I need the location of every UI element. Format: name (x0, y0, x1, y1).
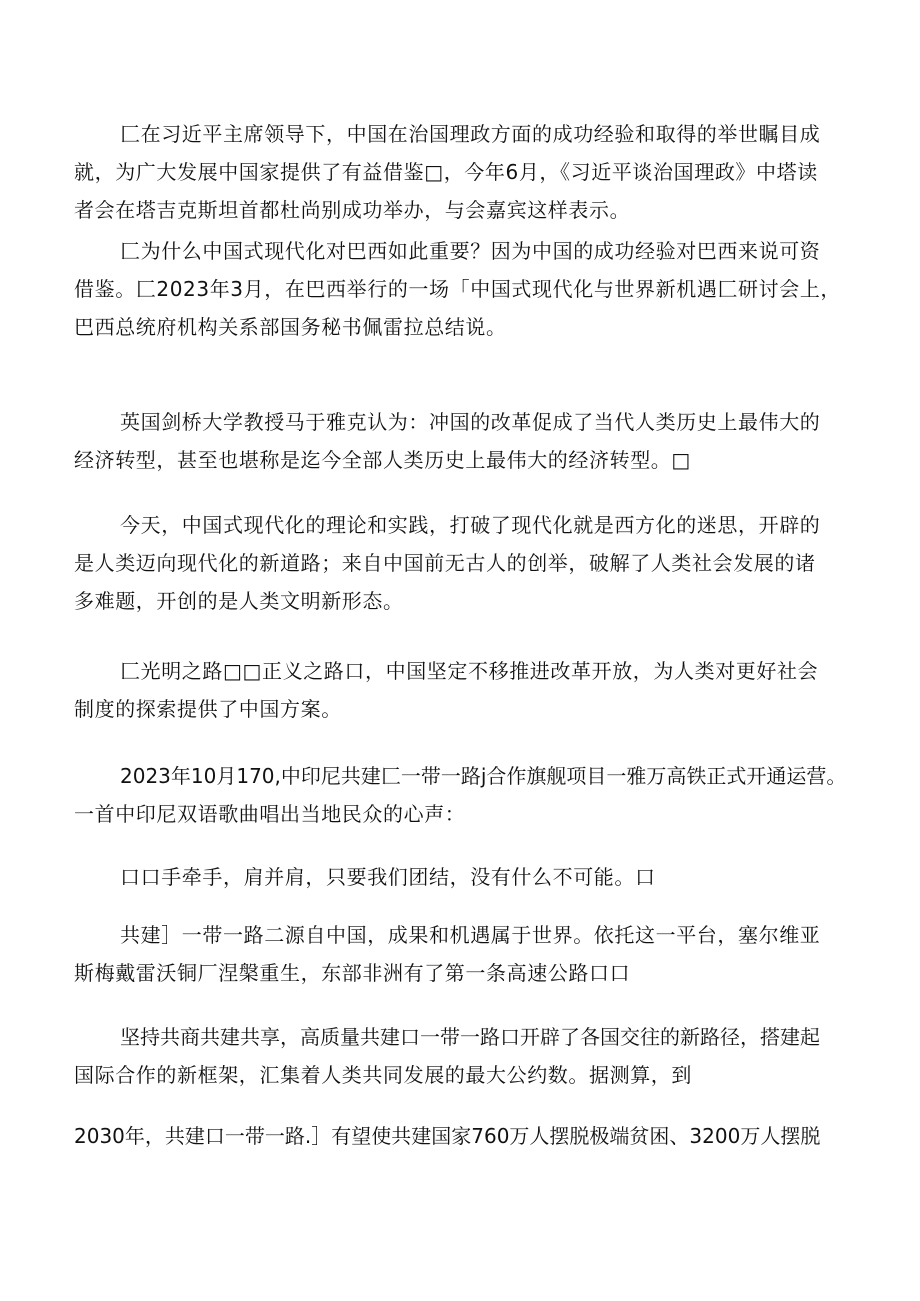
text-line: 匚光明之路□□正义之路口，中国坚定不移推进改革开放，为人类对更好社会 (120, 659, 819, 683)
paragraph-7 (74, 858, 864, 896)
paragraph-6 (74, 757, 864, 833)
paragraph-8 (74, 916, 864, 992)
text-line: 口口手牵手，肩并肩，只要我们团结，没有什么不可能。口 (120, 865, 656, 889)
paragraph-1 (74, 115, 864, 229)
text-line: 国际合作的新框架，汇集着人类共同发展的最大公约数。据测算，到 (74, 1063, 692, 1087)
text-line: 今天，中国式现代化的理论和实践，打破了现代化就是西方化的迷思，开辟的 (120, 513, 821, 537)
text-line: 一首中印尼双语歌曲唱出当地民众的心声： (74, 802, 466, 826)
text-line: 坚持共商共建共享，高质量共建口一带一路口开辟了各国交往的新路径，搭建起 (120, 1025, 820, 1049)
paragraph-3 (74, 403, 864, 479)
text-line: 借鉴。匚2023年3月，在巴西举行的一场「中国式现代化与世界新机遇匚研讨会上， (74, 277, 842, 301)
text-line: 就，为广大发展中国家提供了有益借鉴□，今年6月，《习近平谈治国理政》中塔读 (74, 160, 818, 184)
text-line: 匚在习近平主席领导下，中国在治国理政方面的成功经验和取得的举世瞩目成 (120, 122, 821, 146)
text-line: 共建］一带一路二源自中国，成果和机遇属于世界。依托这一平台，塞尔维亚 (120, 923, 821, 947)
text-line: 者会在塔吉克斯坦首都杜尚别成功举办，与会嘉宾这样表示。 (74, 198, 631, 222)
text-line: 是人类迈向现代化的新道路；来自中国前无古人的创举，破解了人类社会发展的诸 (74, 551, 816, 575)
text-line: 经济转型，甚至也堪称是迄今全部人类历史上最伟大的经济转型。□ (74, 448, 691, 472)
text-line: 匚为什么中国式现代化对巴西如此重要？因为中国的成功经验对巴西来说可资 (120, 239, 821, 263)
text-line: 斯梅戴雷沃铜厂涅槃重生，东部非洲有了第一条高速公路口口 (74, 961, 631, 985)
text-line: 2030年，共建口一带一路.］有望使共建国家760万人摆脱极端贫困、3200万人摆脱 (74, 1124, 821, 1148)
paragraph-9 (74, 1018, 864, 1094)
paragraph-4 (74, 506, 864, 620)
paragraph-2 (74, 232, 864, 346)
text-line: 巴西总统府机构关系部国务秘书佩雷拉总结说。 (74, 315, 507, 339)
text-line: 英国剑桥大学教授马于雅克认为：冲国的改革促成了当代人类历史上最伟大的 (120, 410, 821, 434)
text-line: 制度的探索提供了中国方案。 (74, 697, 342, 721)
paragraph-5 (74, 652, 864, 728)
text-line: 多难题，开创的是人类文明新形态。 (74, 589, 404, 613)
paragraph-10 (74, 1117, 864, 1155)
text-line: 2023年10月170,中印尼共建匚一带一路j合作旗舰项目一雅万高铁正式开通运营。 (120, 764, 847, 788)
